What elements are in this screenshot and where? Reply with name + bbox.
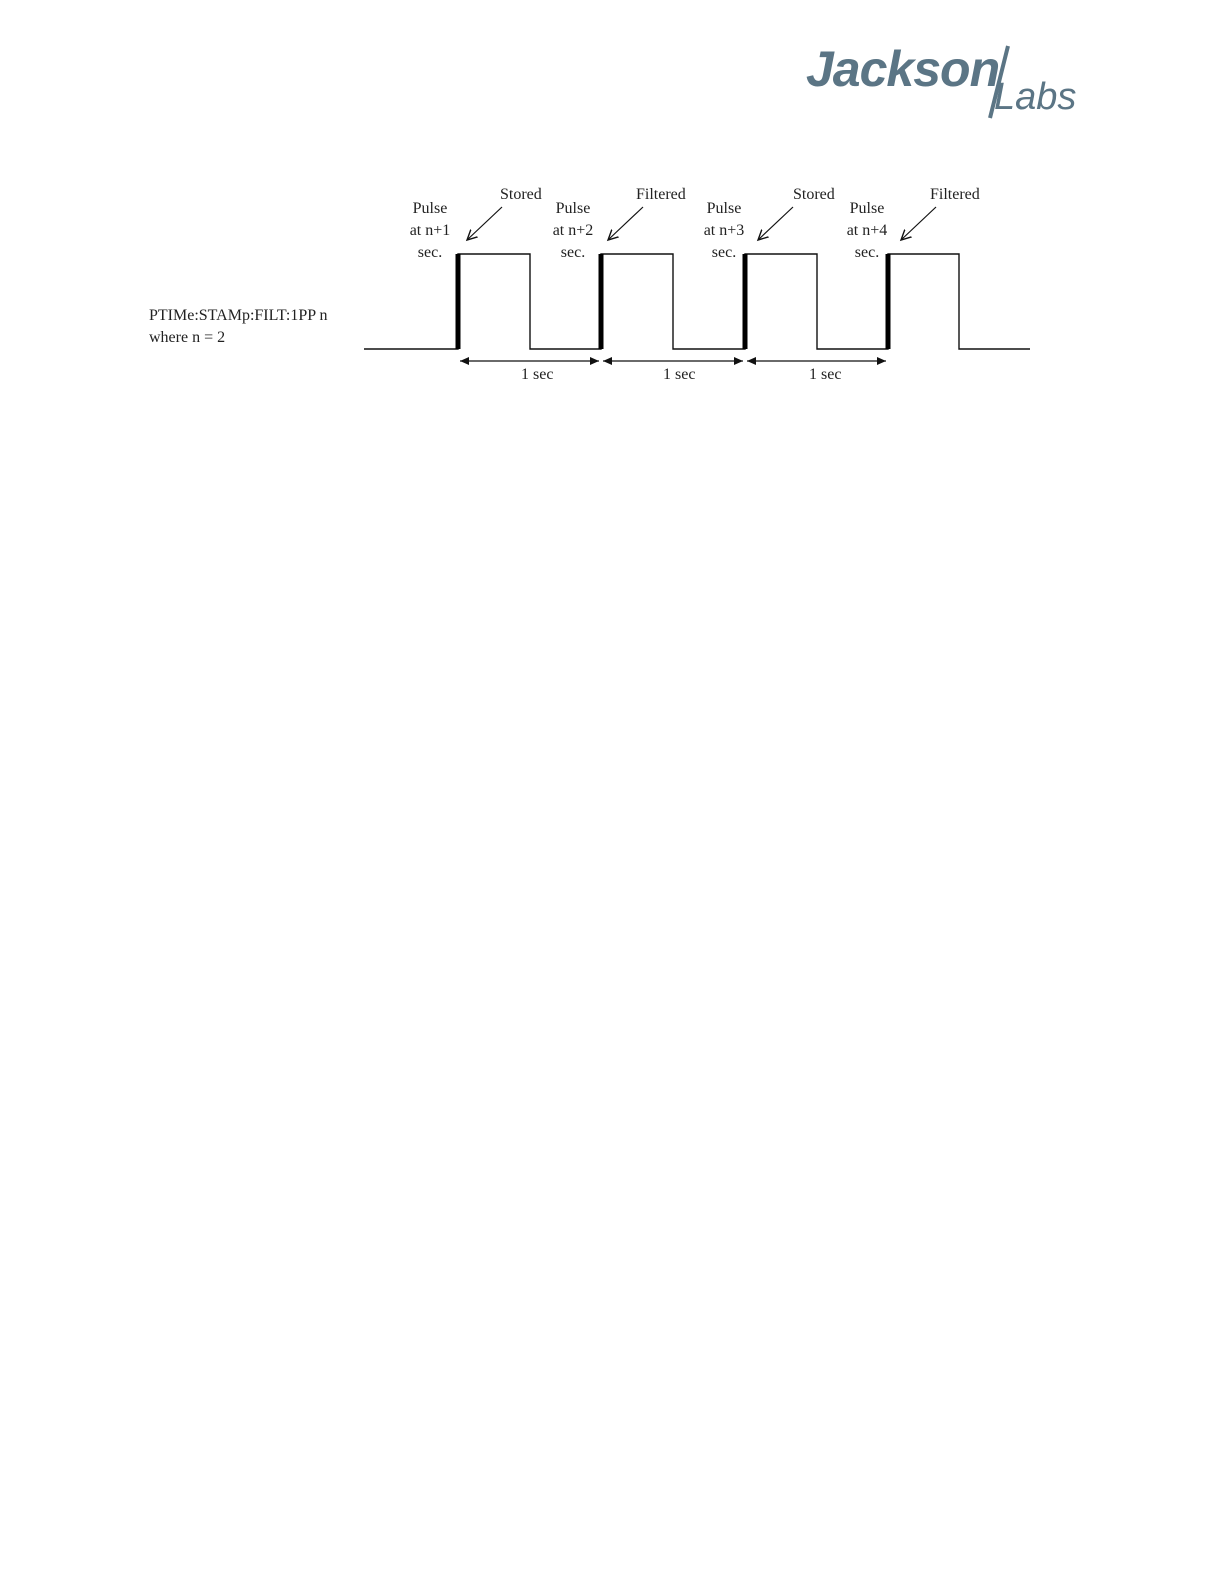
logo-sub-text: Labs [994, 76, 1077, 118]
interval-label-3: 1 sec [809, 366, 842, 383]
pulse-label-1 [390, 198, 470, 264]
pulse-label-1-line3: sec. [417, 244, 443, 261]
interval-label-1: 1 sec [521, 366, 554, 383]
pulse-label-4-line3: sec. [854, 244, 880, 261]
pulse-label-4-line1: Pulse [849, 200, 885, 217]
pulse-label-3-line2: at n+3 [703, 222, 745, 239]
pulse-label-4-line2: at n+4 [846, 222, 888, 239]
pulse-label-3-line1: Pulse [706, 200, 742, 217]
pulse-label-2-line1: Pulse [555, 200, 591, 217]
status-pointer-2 [608, 207, 643, 240]
pulse-label-2-line2: at n+2 [552, 222, 594, 239]
logo-main-text: Jackson [806, 41, 1000, 97]
interval-label-2: 1 sec [663, 366, 696, 383]
pulse-timing-diagram [0, 0, 1224, 420]
pulse-label-2 [533, 198, 613, 264]
pulse-label-1-line2: at n+1 [409, 222, 451, 239]
status-label-3: Stored [793, 186, 835, 203]
command-note [149, 305, 328, 349]
pulse-label-1-line1: Pulse [412, 200, 448, 217]
pulse-label-3-line3: sec. [711, 244, 737, 261]
pulse-label-3 [684, 198, 764, 264]
command-text: PTIMe:STAMp:FILT:1PP n [149, 307, 328, 324]
status-pointer-1 [467, 207, 502, 240]
pulse-label-4 [827, 198, 907, 264]
pulse-label-2-line3: sec. [560, 244, 586, 261]
square-wave [364, 254, 1030, 349]
status-label-1: Stored [500, 186, 542, 203]
command-parameter: where n = 2 [149, 329, 226, 346]
status-label-2: Filtered [636, 186, 686, 203]
status-label-4: Filtered [930, 186, 980, 203]
